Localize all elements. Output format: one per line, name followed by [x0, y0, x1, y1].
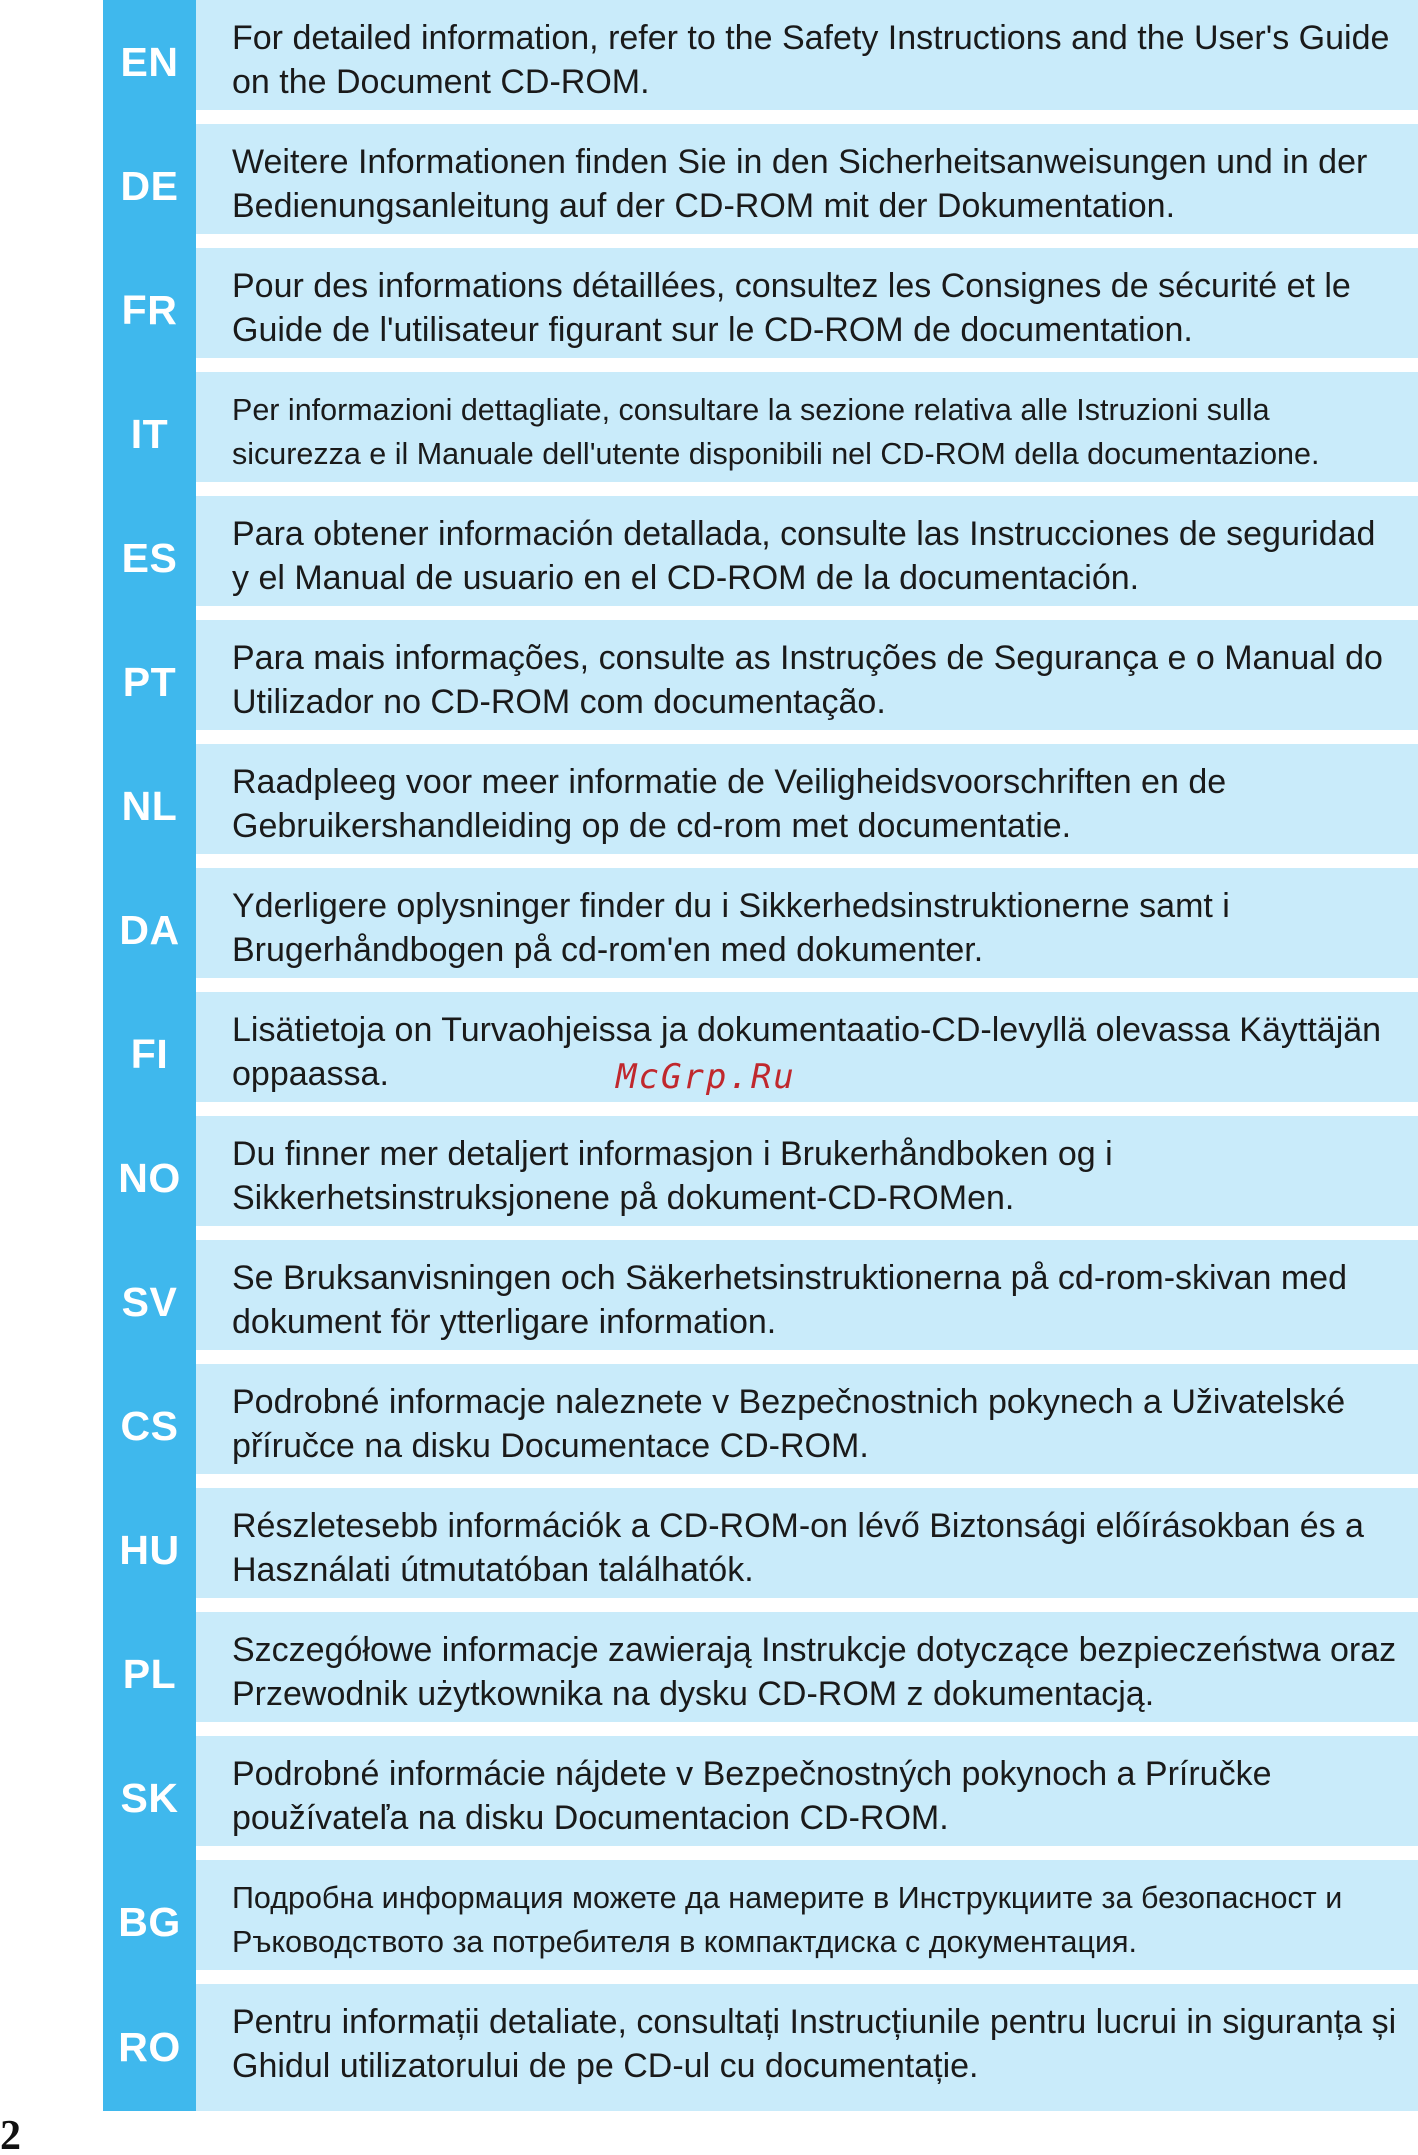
language-row-fr — [103, 248, 1418, 372]
language-row-es — [103, 496, 1418, 620]
language-code: SK — [120, 1774, 179, 1821]
language-code: PT — [122, 658, 177, 705]
language-code: ES — [121, 534, 178, 581]
language-list — [103, 0, 1418, 2111]
language-row-cs — [103, 1364, 1418, 1488]
language-code: SV — [121, 1278, 178, 1325]
language-row-pt — [103, 620, 1418, 744]
language-text: Per informazioni dettagliate, consultare la sezione relativa alle Istruzioni sulla sicurezza e il Manuale dell'utente disponibili nel CD-ROM della documentazione. — [196, 372, 1418, 482]
language-code: FI — [130, 1030, 169, 1077]
language-code: DE — [120, 162, 179, 209]
language-text: Raadpleeg voor meer informatie de Veiligheidsvoorschriften en de Gebruikershandleiding op de cd-rom met documentatie. — [196, 744, 1418, 854]
language-row-de — [103, 124, 1418, 248]
language-row-en — [103, 0, 1418, 124]
page-number: 2 — [0, 2113, 21, 2155]
language-text: Podrobné informacje naleznete v Bezpečnostnich pokynech a Uživatelské příručce na disku Documentace CD-ROM. — [196, 1364, 1418, 1474]
language-text: For detailed information, refer to the Safety Instructions and the User's Guide on the Document CD-ROM. — [196, 0, 1418, 110]
language-text: Pour des informations détaillées, consultez les Consignes de sécurité et le Guide de l'utilisateur figurant sur le CD-ROM de documentation. — [196, 248, 1418, 358]
language-code: RO — [118, 2024, 181, 2070]
language-row-bg — [103, 1860, 1418, 1984]
language-code: NL — [121, 782, 178, 829]
language-text: Para obtener información detallada, consulte las Instrucciones de seguridad y el Manual de usuario en el CD-ROM de la documentación. — [196, 496, 1418, 606]
language-code: FR — [121, 286, 178, 333]
watermark: McGrp.Ru — [616, 1057, 796, 1097]
language-text: Részletesebb információk a CD-ROM-on lévő Biztonsági előírásokban és a Használati útmutatóban találhatók. — [196, 1488, 1418, 1598]
language-code: NO — [118, 1154, 181, 1201]
language-code: HU — [119, 1526, 180, 1573]
language-text: Yderligere oplysninger finder du i Sikkerhedsinstruktionerne samt i Brugerhåndbogen på cd-rom'en med dokumenter. — [196, 868, 1418, 978]
language-text: Pentru informații detaliate, consultați Instrucțiunile pentru lucrui in siguranța și Ghidul utilizatorului de pe CD-ul cu documentație. — [196, 1984, 1418, 2111]
language-row-sv — [103, 1240, 1418, 1364]
language-code: EN — [120, 38, 179, 85]
language-row-no — [103, 1116, 1418, 1240]
language-text: Podrobné informácie nájdete v Bezpečnostných pokynoch a Príručke používateľa na disku Documentacion CD-ROM. — [196, 1736, 1418, 1846]
language-row-fi — [103, 992, 1418, 1116]
language-text: Weitere Informationen finden Sie in den Sicherheitsanweisungen und in der Bedienungsanleitung auf der CD-ROM mit der Dokumentation. — [196, 124, 1418, 234]
language-text: Se Bruksanvisningen och Säkerhetsinstruktionerna på cd-rom-skivan med dokument för ytterligare information. — [196, 1240, 1418, 1350]
language-text: Подробна информация можете да намерите в Инструкциите за безопасност и Ръководството за потребителя в компактдиска с документация. — [196, 1860, 1418, 1970]
language-row-it — [103, 372, 1418, 496]
language-code: CS — [120, 1402, 179, 1449]
language-code: PL — [122, 1650, 177, 1697]
language-code: BG — [118, 1898, 181, 1945]
language-code: DA — [119, 906, 180, 953]
language-row-hu — [103, 1488, 1418, 1612]
language-text: Para mais informações, consulte as Instruções de Segurança e o Manual do Utilizador no CD-ROM com documentação. — [196, 620, 1418, 730]
language-text: Szczegółowe informacje zawierają Instrukcje dotyczące bezpieczeństwa oraz Przewodnik użytkownika na dysku CD-ROM z dokumentacją. — [196, 1612, 1418, 1722]
language-text: Lisätietoja on Turvaohjeissa ja dokumentaatio-CD-levyllä olevassa Käyttäjän oppaassa. — [196, 992, 1418, 1102]
language-row-da — [103, 868, 1418, 992]
language-code: IT — [130, 410, 169, 457]
language-row-pl — [103, 1612, 1418, 1736]
language-row-ro — [103, 1984, 1418, 2111]
language-row-sk — [103, 1736, 1418, 1860]
language-row-nl — [103, 744, 1418, 868]
language-text: Du finner mer detaljert informasjon i Brukerhåndboken og i Sikkerhetsinstruksjonene på dokument-CD-ROMen. — [196, 1116, 1418, 1226]
